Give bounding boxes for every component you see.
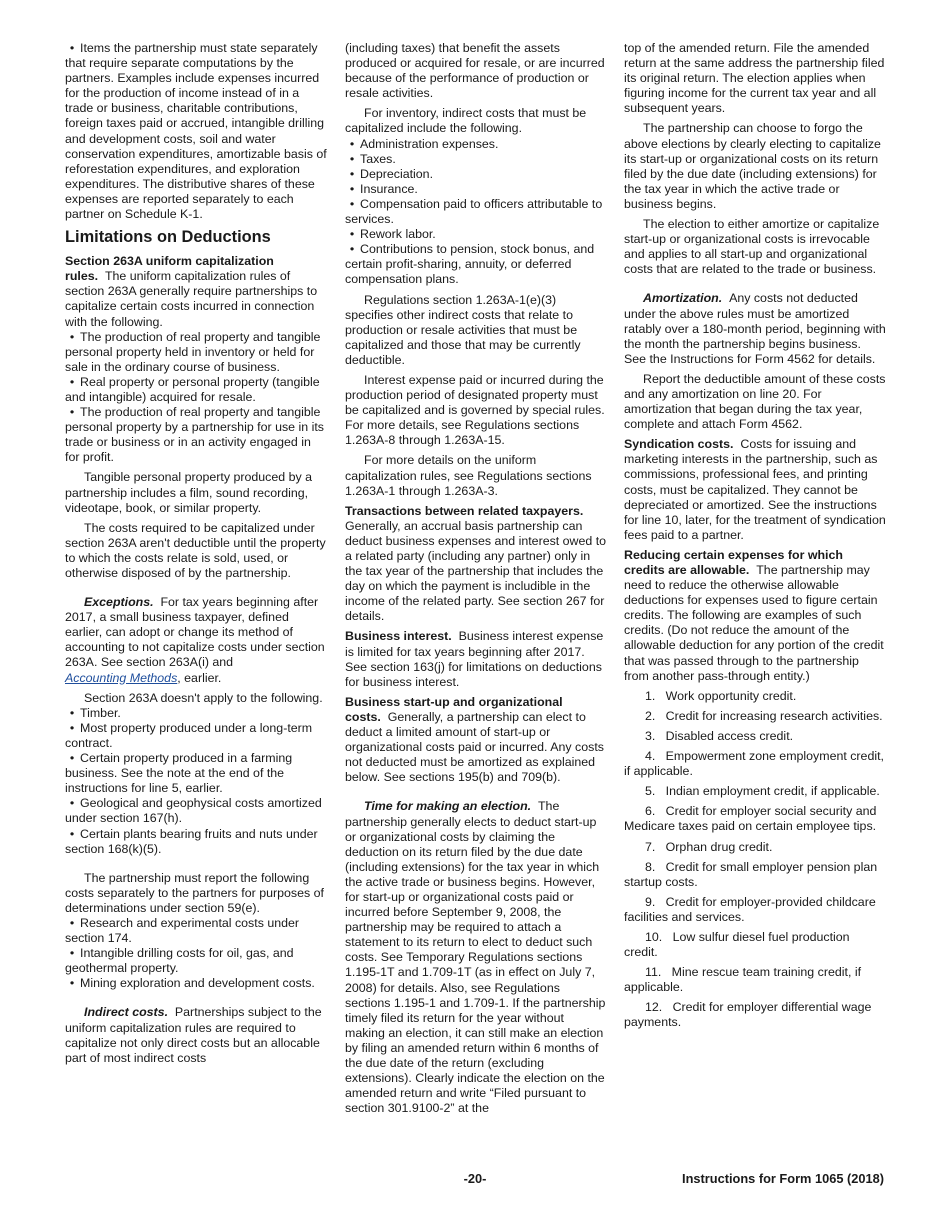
paragraph-related-taxpayers	[345, 504, 607, 625]
list-item: 5. Indian employment credit, if applicable.	[645, 784, 880, 799]
list-item: • Taxes.	[345, 152, 607, 167]
run-in-heading-business-interest: Business interest.	[345, 629, 452, 644]
paragraph-more-details: For more details on the uniform capitalization rules, see Regulations sections 1.263A-1 through 1.263A-3.	[345, 453, 592, 498]
bullet-list-59e	[65, 916, 327, 991]
paragraph-irrevocable: The election to either amortize or capitalize start-up or organizational costs is irrevocable and applies to all start-up and organizational costs that are related to the trade or business.	[624, 217, 880, 277]
body-time: The partnership generally elects to deduct start-up or organizational costs by claiming the deduction on its return filed by the due date (including extensions) for the tax year in which the active trade or business begins. However, for start-up or organizational costs paid or incurred before September 9, 2008, the partnership may be required to attach a statement to its return to elect to deduct such costs. See Temporary Regulations sections 1.195-1T and 1.709-1T (as in effect on July 7, 2008) for details. Also, see Regulations sections 1.195-1 and 1.709-1. If the partnership timely filed its return for the year without making an election, it can still make an election by filing an amended return within 6 months of the due date of the return (excluding extensions). Clearly indicate the election on the amended return and write “Filed pursuant to section 301.9100-2” at the	[345, 799, 606, 1116]
body-syndication: Costs for issuing and marketing interests in the partnership, such as commissions, professional fees, and printing costs, must be capitalized. They cannot be depreciated or amortized. See the instructions for line 10, later, for the treatment of syndication fees paid to a partner.	[624, 437, 886, 542]
column-2	[345, 41, 607, 1121]
paragraph-time-election	[345, 799, 607, 1116]
bullet-list-exclusions	[65, 706, 327, 857]
list-item: • Timber.	[65, 706, 327, 721]
list-item: • The production of real property and tangible personal property held in inventory or held for sale in the ordinary course of business.	[65, 330, 327, 375]
list-item: • Mining exploration and development costs.	[65, 976, 327, 991]
list-item: • The production of real property and tangible personal property by a partnership for use in its trade or business or in an activity engaged in for profit.	[65, 405, 327, 465]
list-item: 7. Orphan drug credit.	[645, 839, 773, 854]
paragraph-business-interest	[345, 629, 607, 689]
column-1	[65, 41, 327, 1071]
body-indirect: Partnerships subject to the uniform capitalization rules are required to capitalize not only direct costs but an allocable part of most indirect costs	[65, 1005, 322, 1065]
paragraph-regulations: Regulations section 1.263A-1(e)(3) specifies other indirect costs that relate to production or resale activities that must be capitalized and those that may be currently deductible.	[345, 292, 581, 367]
paragraph-interest-expense: Interest expense paid or incurred during the production period of designated property must be capitalized and is governed by special rules. For more details, see Regulations sections 1.263A-8 through 1.263A-15.	[345, 372, 605, 448]
list-item: 8. Credit for small employer pension plan startup costs.	[624, 859, 878, 889]
bullet-list-263a	[65, 330, 327, 466]
bullet-list-indirect	[345, 137, 607, 288]
paragraph-report-deductible: Report the deductible amount of these costs and any amortization on line 20. For amortization that began during the tax year, complete and attach Form 4562.	[624, 371, 886, 432]
list-item: • Administration expenses.	[345, 137, 607, 152]
list-item: • Certain plants bearing fruits and nuts under section 168(k)(5).	[65, 827, 327, 857]
list-item: 10. Low sulfur diesel fuel production credit.	[624, 929, 850, 960]
list-item: • Compensation paid to officers attributable to services.	[345, 197, 607, 227]
list-item: 2. Credit for increasing research activities.	[645, 708, 883, 723]
accounting-methods-link[interactable]: Accounting Methods	[65, 670, 178, 685]
list-item: 11. Mine rescue team training credit, if applicable.	[624, 965, 862, 995]
run-in-heading-indirect: Indirect costs.	[84, 1005, 169, 1020]
footer-form-title: Instructions for Form 1065 (2018)	[682, 1171, 884, 1186]
paragraph-indirect-costs	[65, 1005, 327, 1065]
paragraph-report-separately: The partnership must report the following costs separately to the partners for purposes of determinations under section 59(e).	[65, 870, 324, 915]
run-in-heading-reducing: Reducing certain expenses for which credits are allowable.	[624, 547, 843, 577]
body-startup: Generally, a partnership can elect to deduct a limited amount of start-up or organizational costs paid or incurred. Any costs not deducted must be amortized as explained below. See sections 195(b) and 709(b).	[345, 709, 604, 785]
body-exceptions-tail: , earlier.	[177, 670, 222, 685]
body-related: Generally, an accrual basis partnership can deduct business expenses and interest owed to a related party (including any partner) only in the tax year of the partnership that includes the day on which the payment is includible in the income of the related party. See section 267 for details.	[345, 518, 607, 624]
paragraph-263a	[65, 254, 327, 329]
list-item: • Depreciation.	[345, 167, 607, 182]
paragraph-startup-costs	[345, 695, 607, 786]
column-3	[624, 41, 886, 1036]
body-reducing: The partnership may need to reduce the otherwise allowable deductions for expenses used to figure certain credits. The following are examples of such credits. (Do not reduce the amount of the allowable deduction for any portion of the credit that was passed through to the partnership from another pass-through entity.)	[624, 563, 884, 683]
paragraph-continued: (including taxes) that benefit the assets produced or acquired for resale, or are incurred because of the performance of production or resale activities.	[345, 41, 605, 101]
paragraph-inventory: For inventory, indirect costs that must be capitalized include the following.	[345, 106, 587, 136]
body-business-interest: Business interest expense is limited for tax years beginning after 2017. See section 163(j) for limitations on deductions for business interest.	[345, 629, 604, 689]
list-item: • Contributions to pension, stock bonus, and certain profit-sharing, annuity, or deferred compensation plans.	[345, 242, 607, 287]
list-item: 12. Credit for employer differential wage payments.	[624, 1000, 872, 1030]
body-263a: The uniform capitalization rules of section 263A generally require partnerships to capitalize certain costs incurred in connection with the following.	[65, 269, 318, 329]
run-in-heading-startup: Business start-up and organizational costs.	[345, 694, 563, 724]
paragraph-syndication	[624, 437, 886, 543]
run-in-heading-related: Transactions between related taxpayers.	[345, 503, 584, 518]
body-exceptions: For tax years beginning after 2017, a small business taxpayer, defined earlier, can adopt or change its method of accounting to not capitalize costs under section 263A. See section 263A(i) and	[65, 595, 325, 670]
list-item: • Certain property produced in a farming business. See the note at the end of the instructions for line 5, earlier.	[65, 751, 327, 796]
page-number: -20-	[463, 1171, 487, 1186]
run-in-heading-exceptions: Exceptions.	[84, 595, 154, 610]
paragraph-costs-capitalized: The costs required to be capitalized under section 263A aren't deductible until the property to which the costs relate is sold, used, or otherwise disposed of by the partnership.	[65, 520, 326, 580]
list-item: 4. Empowerment zone employment credit, if applicable.	[624, 749, 884, 779]
run-in-heading-syndication: Syndication costs.	[624, 437, 734, 452]
run-in-heading-time: Time for making an election.	[364, 799, 532, 814]
paragraph-exceptions	[65, 595, 327, 686]
paragraph-reducing-expenses	[624, 548, 886, 684]
list-item: 3. Disabled access credit.	[645, 728, 794, 743]
list-item: • Rework labor.	[345, 227, 607, 242]
paragraph-amortization	[624, 291, 886, 366]
paragraph-forgo: The partnership can choose to forgo the above elections by clearly electing to capitalize its start-up or organizational costs on its return filed by the due date (including extensions) for the tax year in which the active trade or business begins.	[624, 121, 881, 211]
list-item: • Intangible drilling costs for oil, gas, and geothermal property.	[65, 946, 327, 976]
paragraph-doesnt-apply: Section 263A doesn't apply to the following.	[84, 690, 323, 705]
paragraph-tangible: Tangible personal property produced by a partnership includes a film, sound recording, videotape, book, or similar property.	[65, 470, 312, 515]
paragraph-amended-return: top of the amended return. File the amended return at the same address the partnership filed its original return. The election applies when figuring income for the current tax year and all subsequent years.	[624, 41, 885, 116]
list-item: • Real property or personal property (tangible and intangible) acquired for resale.	[65, 375, 327, 405]
list-item: • Insurance.	[345, 182, 607, 197]
section-heading-limitations: Limitations on Deductions	[65, 228, 271, 247]
list-item: • Most property produced under a long-term contract.	[65, 721, 327, 751]
credits-list	[624, 689, 886, 1031]
run-in-heading-amortization: Amortization.	[643, 291, 723, 306]
list-item: 6. Credit for employer social security and Medicare taxes paid on certain employee tips.	[624, 804, 877, 834]
run-in-heading-263a: Section 263A uniform capitalization rules.	[65, 254, 274, 284]
list-item: • Geological and geophysical costs amortized under section 167(h).	[65, 796, 327, 826]
list-item: • Research and experimental costs under section 174.	[65, 916, 327, 946]
list-item: 1. Work opportunity credit.	[645, 688, 797, 703]
list-item: 9. Credit for employer-provided childcare facilities and services.	[624, 894, 876, 924]
body-amortization: Any costs not deducted under the above rules must be amortized ratably over a 180-month period, beginning with the month the partnership begins business. See the Instructions for Form 4562 for details.	[624, 291, 886, 366]
bullet-separately-stated: • Items the partnership must state separately that require separate computations by the partners. Examples include expenses incurred for the production of income instead of in a trade or business, charitable contributions, foreign taxes paid or accrued, intangible drilling and development costs, soil and water conservation expenditures, amortizable basis of reforestation expenditures, and exploration expenditures. The distributive shares of these expenses are reported separately to each partner on Schedule K-1.	[65, 41, 327, 222]
